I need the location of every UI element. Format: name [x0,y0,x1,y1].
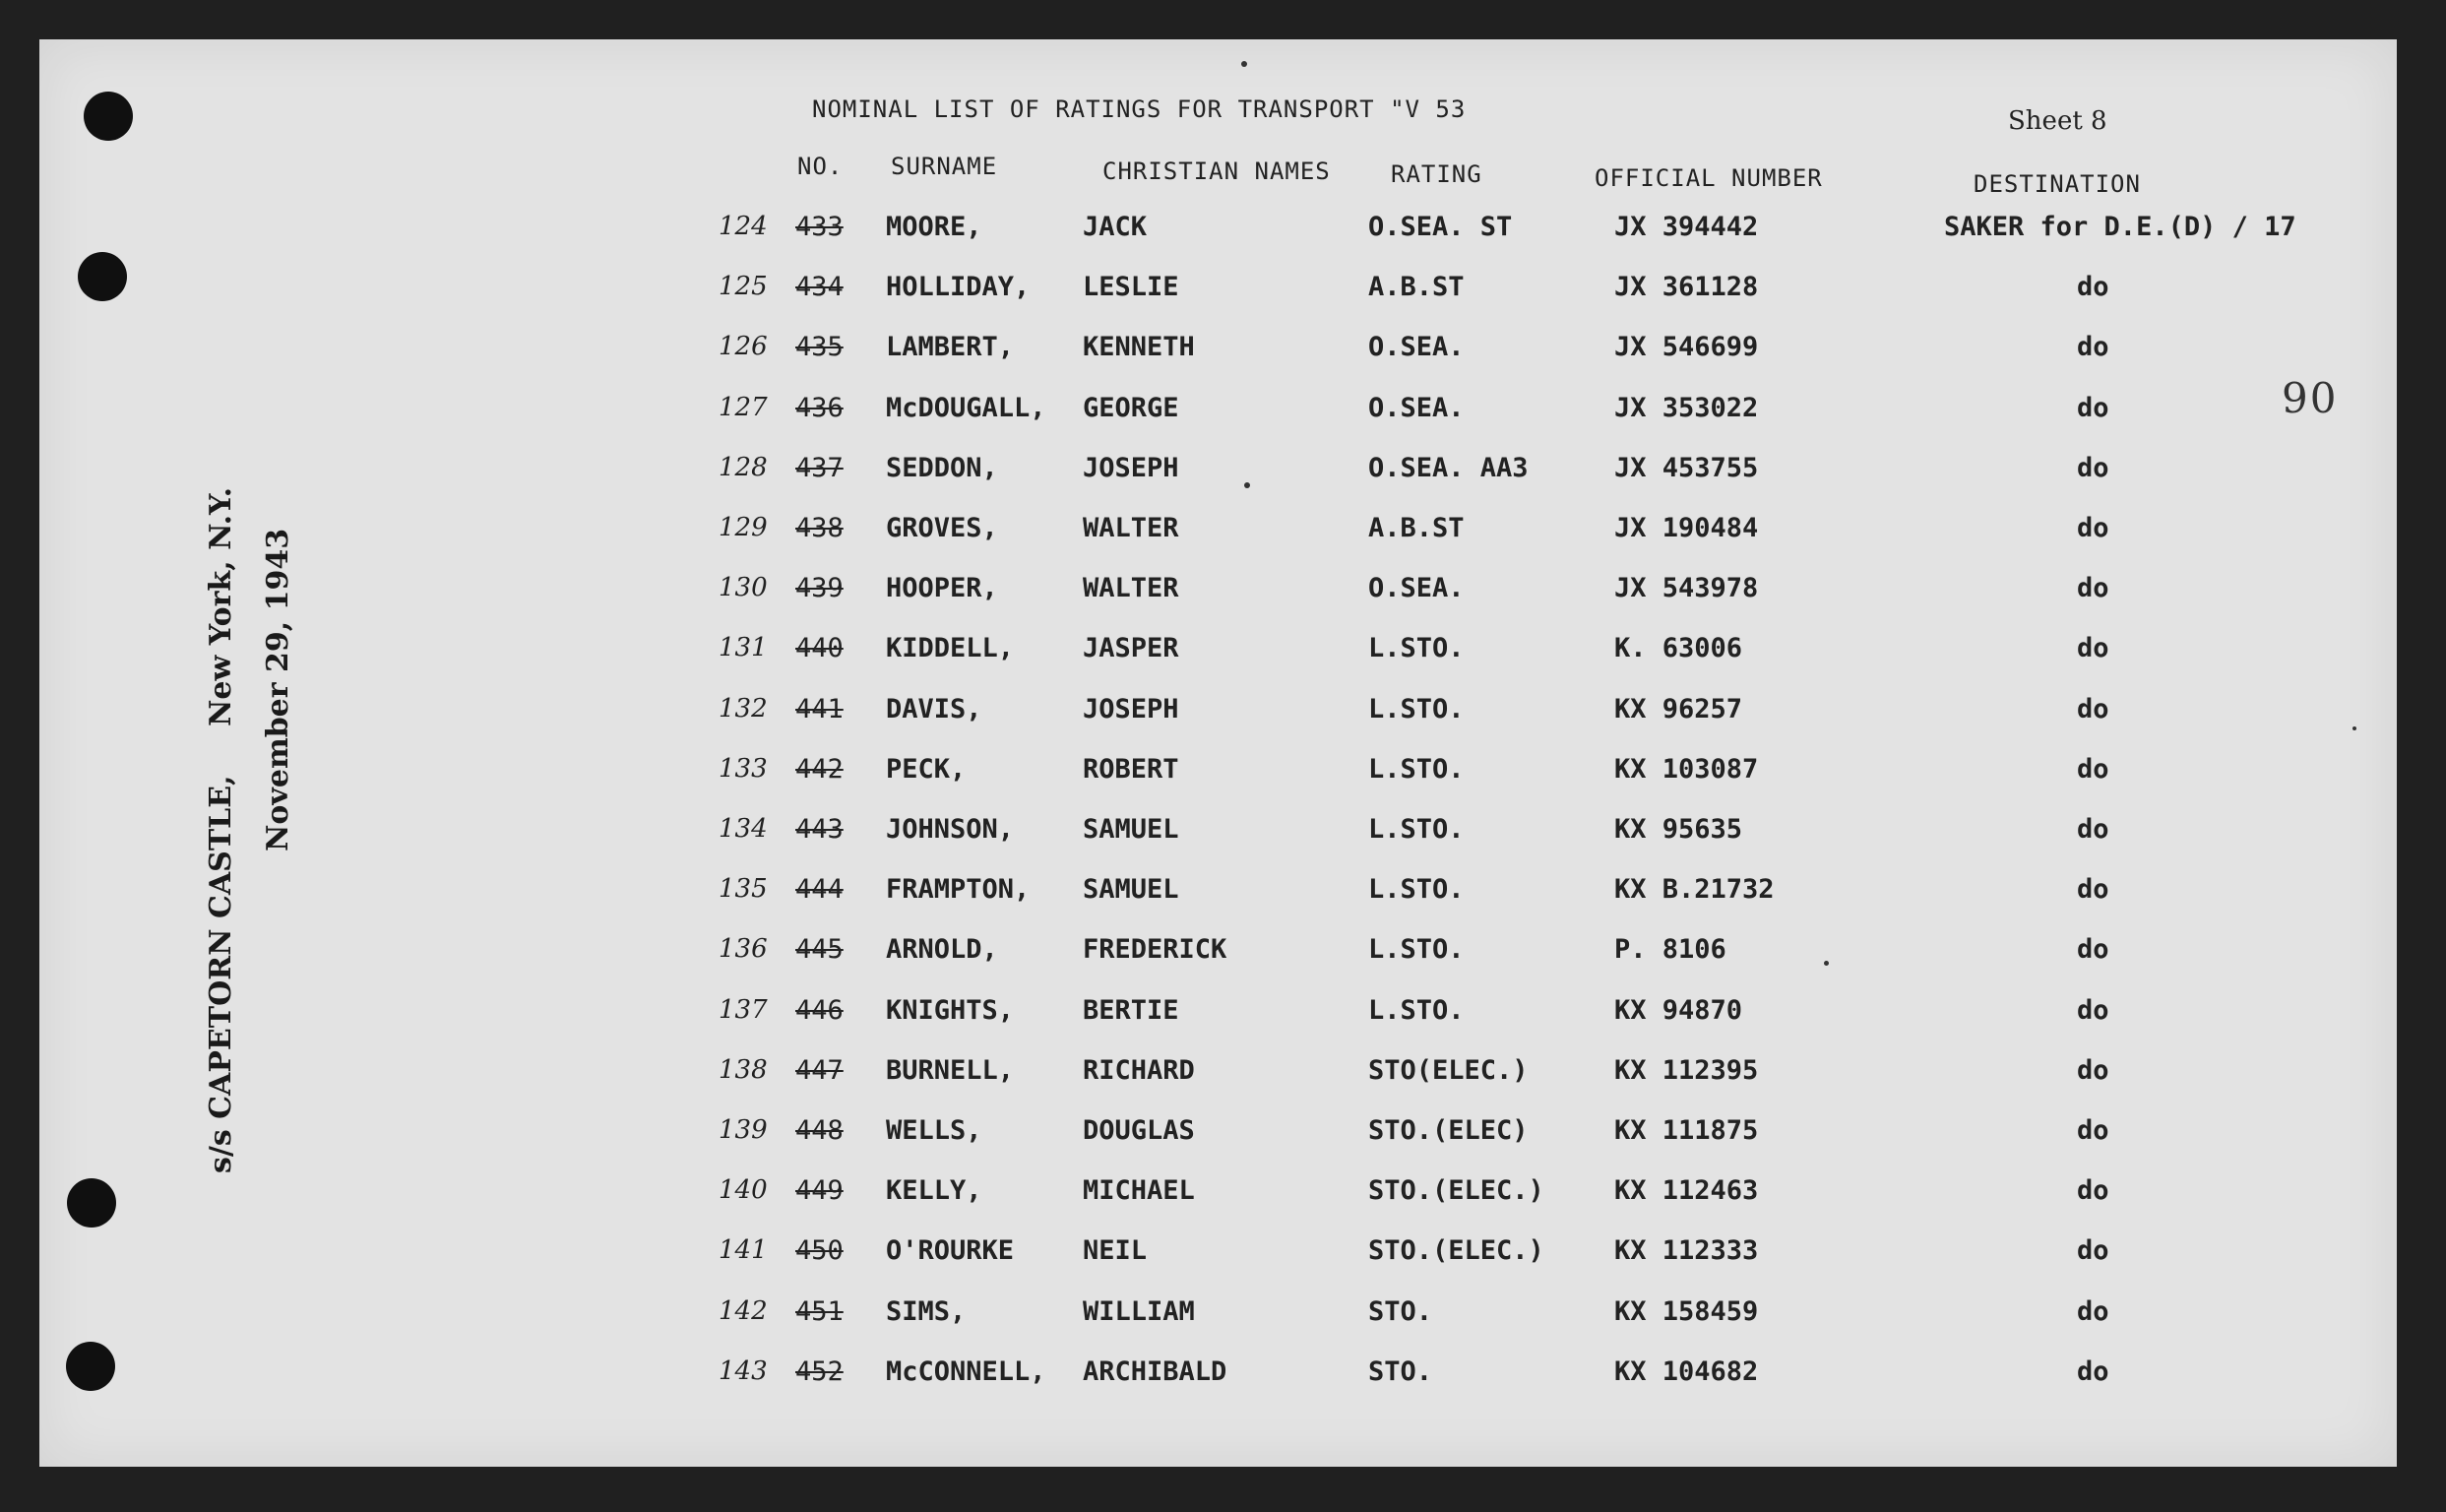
row-destination: SAKER for D.E.(D) / 17 [1944,212,2296,242]
row-christian-name: LESLIE [1083,272,1179,302]
row-surname: MOORE, [886,212,982,242]
table-row [0,1356,2446,1414]
table-row [0,995,2446,1052]
row-old-number: 444 [795,874,844,905]
row-christian-name: NEIL [1083,1235,1148,1266]
row-surname: KIDDELL, [886,633,1015,663]
row-new-number: 143 [719,1356,768,1386]
row-destination: do [2077,814,2109,845]
row-destination: do [2077,874,2109,905]
row-surname: McCONNELL, [886,1356,1046,1387]
row-new-number: 142 [719,1296,768,1326]
row-destination: do [2077,1356,2109,1387]
row-destination: do [2077,1055,2109,1086]
row-destination: do [2077,453,2109,483]
table-row [0,212,2446,269]
punch-hole [84,92,133,141]
row-surname: HOOPER, [886,573,998,603]
row-new-number: 130 [719,573,768,602]
row-old-number: 441 [795,694,844,724]
table-row [0,1296,2446,1354]
row-new-number: 140 [719,1175,768,1205]
row-rating: STO. [1368,1296,1433,1327]
row-old-number: 445 [795,934,844,965]
row-rating: L.STO. [1368,814,1465,845]
row-official-number: KX 112333 [1614,1235,1759,1266]
row-destination: do [2077,1235,2109,1266]
row-rating: A.B.ST [1368,272,1465,302]
row-new-number: 139 [719,1115,768,1145]
row-rating: O.SEA. [1368,332,1465,362]
row-new-number: 138 [719,1055,768,1085]
row-christian-name: WALTER [1083,573,1179,603]
row-surname: BURNELL, [886,1055,1015,1086]
column-header-official-number: OFFICIAL NUMBER [1595,164,1823,192]
row-official-number: KX 112395 [1614,1055,1759,1086]
speck [1241,61,1247,67]
row-destination: do [2077,754,2109,785]
column-header-destination: DESTINATION [1974,170,2141,198]
row-christian-name: JOSEPH [1083,453,1179,483]
row-official-number: K. 63006 [1614,633,1743,663]
row-christian-name: JOSEPH [1083,694,1179,724]
row-new-number: 137 [719,995,768,1025]
row-surname: SIMS, [886,1296,967,1327]
location: New York, N.Y. [204,486,238,726]
table-row [0,934,2446,991]
row-surname: ARNOLD, [886,934,998,965]
row-christian-name: SAMUEL [1083,874,1179,905]
row-new-number: 128 [719,453,768,482]
row-christian-name: RICHARD [1083,1055,1195,1086]
row-old-number: 434 [795,272,844,302]
row-surname: KNIGHTS, [886,995,1015,1026]
row-surname: HOLLIDAY, [886,272,1031,302]
row-rating: A.B.ST [1368,513,1465,543]
row-old-number: 451 [795,1296,844,1327]
sheet-number: Sheet 8 [2008,106,2107,136]
row-christian-name: JASPER [1083,633,1179,663]
row-surname: LAMBERT, [886,332,1015,362]
row-rating: STO.(ELEC.) [1368,1235,1544,1266]
row-official-number: JX 453755 [1614,453,1759,483]
row-rating: O.SEA. ST [1368,212,1513,242]
row-new-number: 134 [719,814,768,844]
row-rating: L.STO. [1368,633,1465,663]
row-christian-name: WALTER [1083,513,1179,543]
row-old-number: 438 [795,513,844,543]
row-christian-name: ROBERT [1083,754,1179,785]
row-new-number: 135 [719,874,768,904]
row-christian-name: JACK [1083,212,1148,242]
row-official-number: KX 94870 [1614,995,1743,1026]
table-row [0,393,2446,450]
row-old-number: 433 [795,212,844,242]
row-old-number: 437 [795,453,844,483]
row-old-number: 447 [795,1055,844,1086]
row-christian-name: WILLIAM [1083,1296,1195,1327]
row-old-number: 439 [795,573,844,603]
vessel-name: s/s CAPETORN CASTLE, [204,775,238,1173]
row-new-number: 127 [719,393,768,422]
row-old-number: 440 [795,633,844,663]
column-header-no: NO. [797,153,844,180]
row-rating: L.STO. [1368,694,1465,724]
row-old-number: 452 [795,1356,844,1387]
row-old-number: 448 [795,1115,844,1146]
table-row [0,1175,2446,1232]
row-old-number: 446 [795,995,844,1026]
table-row [0,814,2446,871]
table-row [0,272,2446,329]
row-christian-name: GEORGE [1083,393,1179,423]
table-row [0,573,2446,630]
row-christian-name: KENNETH [1083,332,1195,362]
row-destination: do [2077,1115,2109,1146]
row-official-number: KX 112463 [1614,1175,1759,1206]
table-row [0,633,2446,690]
document-title: NOMINAL LIST OF RATINGS FOR TRANSPORT "V 53 [812,95,1467,123]
row-surname: JOHNSON, [886,814,1015,845]
row-destination: do [2077,934,2109,965]
row-old-number: 442 [795,754,844,785]
row-old-number: 450 [795,1235,844,1266]
column-header-surname: SURNAME [891,153,998,180]
row-new-number: 126 [719,332,768,361]
document-date: November 29, 1943 [261,528,295,851]
row-rating: O.SEA. [1368,573,1465,603]
row-destination: do [2077,694,2109,724]
row-new-number: 124 [719,212,768,241]
row-christian-name: SAMUEL [1083,814,1179,845]
row-rating: STO(ELEC.) [1368,1055,1529,1086]
row-rating: O.SEA. [1368,393,1465,423]
row-christian-name: BERTIE [1083,995,1179,1026]
row-surname: WELLS, [886,1115,982,1146]
row-rating: STO.(ELEC) [1368,1115,1529,1146]
row-old-number: 435 [795,332,844,362]
row-official-number: KX 103087 [1614,754,1759,785]
margin-number: 90 [2282,374,2339,422]
row-surname: GROVES, [886,513,998,543]
row-christian-name: ARCHIBALD [1083,1356,1227,1387]
row-official-number: KX 158459 [1614,1296,1759,1327]
row-new-number: 136 [719,934,768,964]
row-official-number: JX 543978 [1614,573,1759,603]
row-new-number: 132 [719,694,768,724]
column-header-rating: RATING [1391,160,1482,188]
row-surname: DAVIS, [886,694,982,724]
row-christian-name: MICHAEL [1083,1175,1195,1206]
row-new-number: 141 [719,1235,768,1265]
table-row [0,754,2446,811]
row-destination: do [2077,995,2109,1026]
row-old-number: 436 [795,393,844,423]
row-official-number: JX 546699 [1614,332,1759,362]
row-destination: do [2077,272,2109,302]
row-destination: do [2077,1296,2109,1327]
row-old-number: 443 [795,814,844,845]
row-surname: FRAMPTON, [886,874,1031,905]
row-destination: do [2077,332,2109,362]
row-surname: SEDDON, [886,453,998,483]
table-row [0,874,2446,931]
row-surname: McDOUGALL, [886,393,1046,423]
row-christian-name: DOUGLAS [1083,1115,1195,1146]
row-destination: do [2077,393,2109,423]
row-rating: L.STO. [1368,934,1465,965]
table-row [0,1055,2446,1112]
row-new-number: 131 [719,633,768,662]
row-rating: L.STO. [1368,874,1465,905]
row-official-number: JX 190484 [1614,513,1759,543]
row-new-number: 125 [719,272,768,301]
row-destination: do [2077,573,2109,603]
table-row [0,513,2446,570]
column-header-christian-names: CHRISTIAN NAMES [1102,158,1331,185]
row-official-number: P. 8106 [1614,934,1726,965]
row-rating: L.STO. [1368,995,1465,1026]
row-official-number: KX 95635 [1614,814,1743,845]
row-destination: do [2077,1175,2109,1206]
row-official-number: KX B.21732 [1614,874,1775,905]
row-old-number: 449 [795,1175,844,1206]
row-surname: KELLY, [886,1175,982,1206]
row-official-number: JX 361128 [1614,272,1759,302]
row-official-number: JX 394442 [1614,212,1759,242]
row-surname: PECK, [886,754,967,785]
row-christian-name: FREDERICK [1083,934,1227,965]
table-row [0,1235,2446,1292]
row-new-number: 133 [719,754,768,784]
table-row [0,453,2446,510]
row-destination: do [2077,633,2109,663]
row-official-number: KX 96257 [1614,694,1743,724]
row-rating: L.STO. [1368,754,1465,785]
table-row [0,332,2446,389]
row-destination: do [2077,513,2109,543]
row-official-number: KX 111875 [1614,1115,1759,1146]
row-rating: STO. [1368,1356,1433,1387]
table-row [0,694,2446,751]
row-surname: O'ROURKE [886,1235,1015,1266]
row-rating: O.SEA. AA3 [1368,453,1529,483]
row-official-number: KX 104682 [1614,1356,1759,1387]
table-row [0,1115,2446,1172]
row-official-number: JX 353022 [1614,393,1759,423]
row-rating: STO.(ELEC.) [1368,1175,1544,1206]
row-new-number: 129 [719,513,768,542]
